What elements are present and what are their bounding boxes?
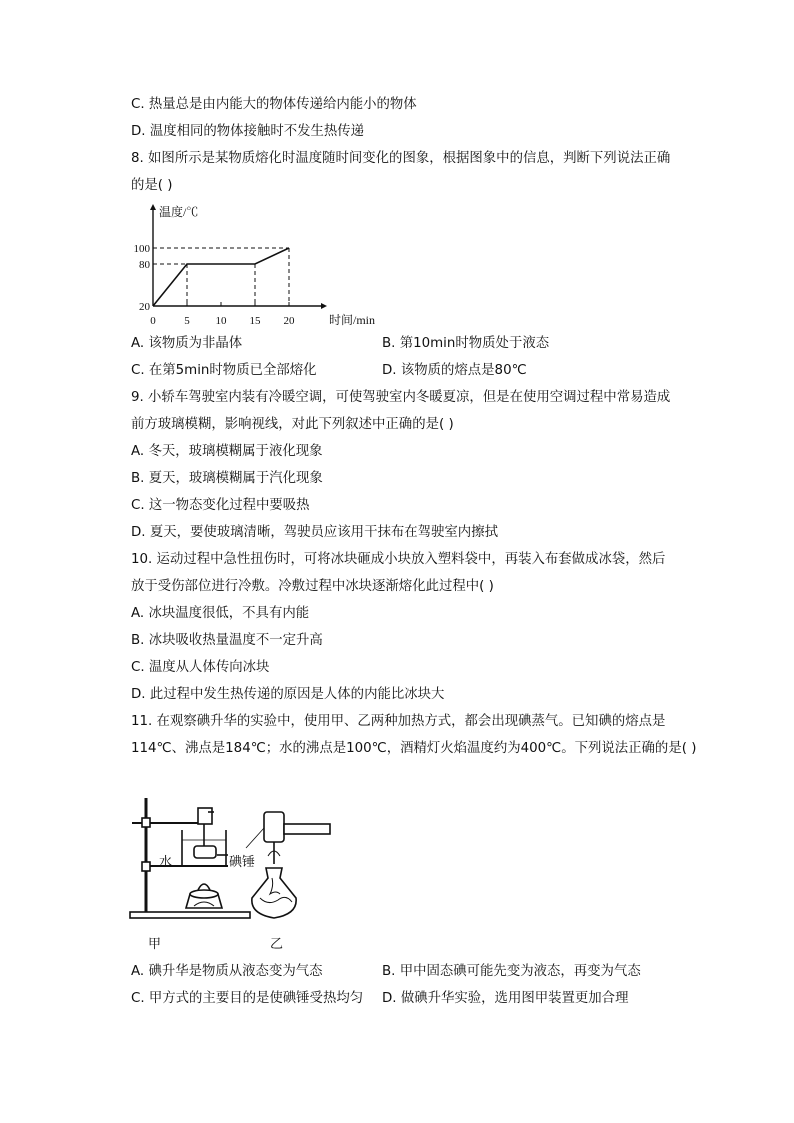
x-tick-label-0: 0 — [150, 315, 156, 327]
q9-option-b: B. 夏天，玻璃模糊属于汽化现象 — [131, 471, 323, 486]
q10-stem-line1: 10. 运动过程中急性扭伤时，可将冰块砸成小块放入塑料袋中，再装入布套做成冰袋，然后 — [131, 552, 666, 567]
y-tick-label-100: 100 — [133, 243, 150, 255]
q9-option-c: C. 这一物态变化过程中要吸热 — [131, 498, 310, 513]
q8-option-d: D. 该物质的熔点是80℃ — [382, 363, 527, 378]
q10-stem-line2: 放于受伤部位进行冷敷。冷敷过程中冰块逐渐熔化此过程中( ) — [131, 579, 494, 594]
x-axis-arrow — [321, 303, 327, 309]
q11-option-a: A. 碘升华是物质从液态变为气态 — [131, 964, 323, 979]
q9-stem-line1: 9. 小轿车驾驶室内装有冷暖空调，可使驾驶室内冬暖夏凉，但是在使用空调过程中常易造成 — [131, 390, 671, 405]
q11-option-b: B. 甲中固态碘可能先变为液态，再变为气态 — [382, 964, 641, 979]
label-water: 水 — [159, 854, 173, 869]
q11-option-d: D. 做碘升华实验，选用图甲装置更加合理 — [382, 991, 629, 1006]
y-axis-label: 温度/℃ — [159, 205, 199, 219]
q8-stem-line1: 8. 如图所示是某物质熔化时温度随时间变化的图象，根据图象中的信息，判断下列说法正确 — [131, 151, 671, 166]
q8-option-c: C. 在第5min时物质已全部熔化 — [131, 363, 317, 378]
q10-option-a: A. 冰块温度很低，不具有内能 — [131, 606, 310, 621]
q8-melting-chart — [131, 200, 376, 335]
q10-option-d: D. 此过程中发生热传递的原因是人体的内能比冰块大 — [131, 687, 445, 702]
q8-option-b: B. 第10min时物质处于液态 — [382, 336, 550, 351]
y-axis-arrow — [150, 204, 156, 210]
q9-option-d: D. 夏天，要使玻璃清晰，驾驶员应该用干抹布在驾驶室内擦拭 — [131, 525, 498, 540]
melting-curve — [153, 248, 289, 306]
q11-option-c: C. 甲方式的主要目的是使碘锤受热均匀 — [131, 991, 364, 1006]
setup-b-flask — [246, 812, 330, 918]
label-iodine-hammer: 碘锤 — [229, 854, 256, 869]
q11-stem-line1: 11. 在观察碘升华的实验中，使用甲、乙两种加热方式，都会出现碘蒸气。已知碘的熔点是 — [131, 714, 666, 729]
x-tick-label-5: 5 — [184, 315, 190, 327]
q10-option-c: C. 温度从人体传向冰块 — [131, 660, 270, 675]
q9-option-a: A. 冬天，玻璃模糊属于液化现象 — [131, 444, 323, 459]
label-setup-a: 甲 — [148, 936, 162, 951]
q9-stem-line2: 前方玻璃模糊，影响视线，对此下列叙述中正确的是( ) — [131, 417, 454, 432]
x-axis-label: 时间/min — [329, 313, 376, 327]
q11-apparatus-figure — [128, 790, 338, 955]
y-tick-label-80: 80 — [139, 259, 150, 271]
x-tick-label-10: 10 — [215, 315, 227, 327]
q11-stem-line2: 114℃、沸点是184℃；水的沸点是100℃，酒精灯火焰温度约为400℃。下列说法正确的是( ) — [131, 741, 697, 756]
label-setup-b: 乙 — [270, 936, 284, 951]
y-tick-label-20: 20 — [139, 301, 150, 313]
x-tick-label-20: 20 — [283, 315, 295, 327]
q10-option-b: B. 冰块吸收热量温度不一定升高 — [131, 633, 323, 648]
x-tick-label-15: 15 — [249, 315, 261, 327]
q8-stem-line2: 的是( ) — [131, 178, 173, 193]
q7-option-c: C. 热量总是由内能大的物体传递给内能小的物体 — [131, 97, 417, 112]
q7-option-d: D. 温度相同的物体接触时不发生热传递 — [131, 124, 365, 139]
q8-option-a: A. 该物质为非晶体 — [131, 336, 243, 351]
